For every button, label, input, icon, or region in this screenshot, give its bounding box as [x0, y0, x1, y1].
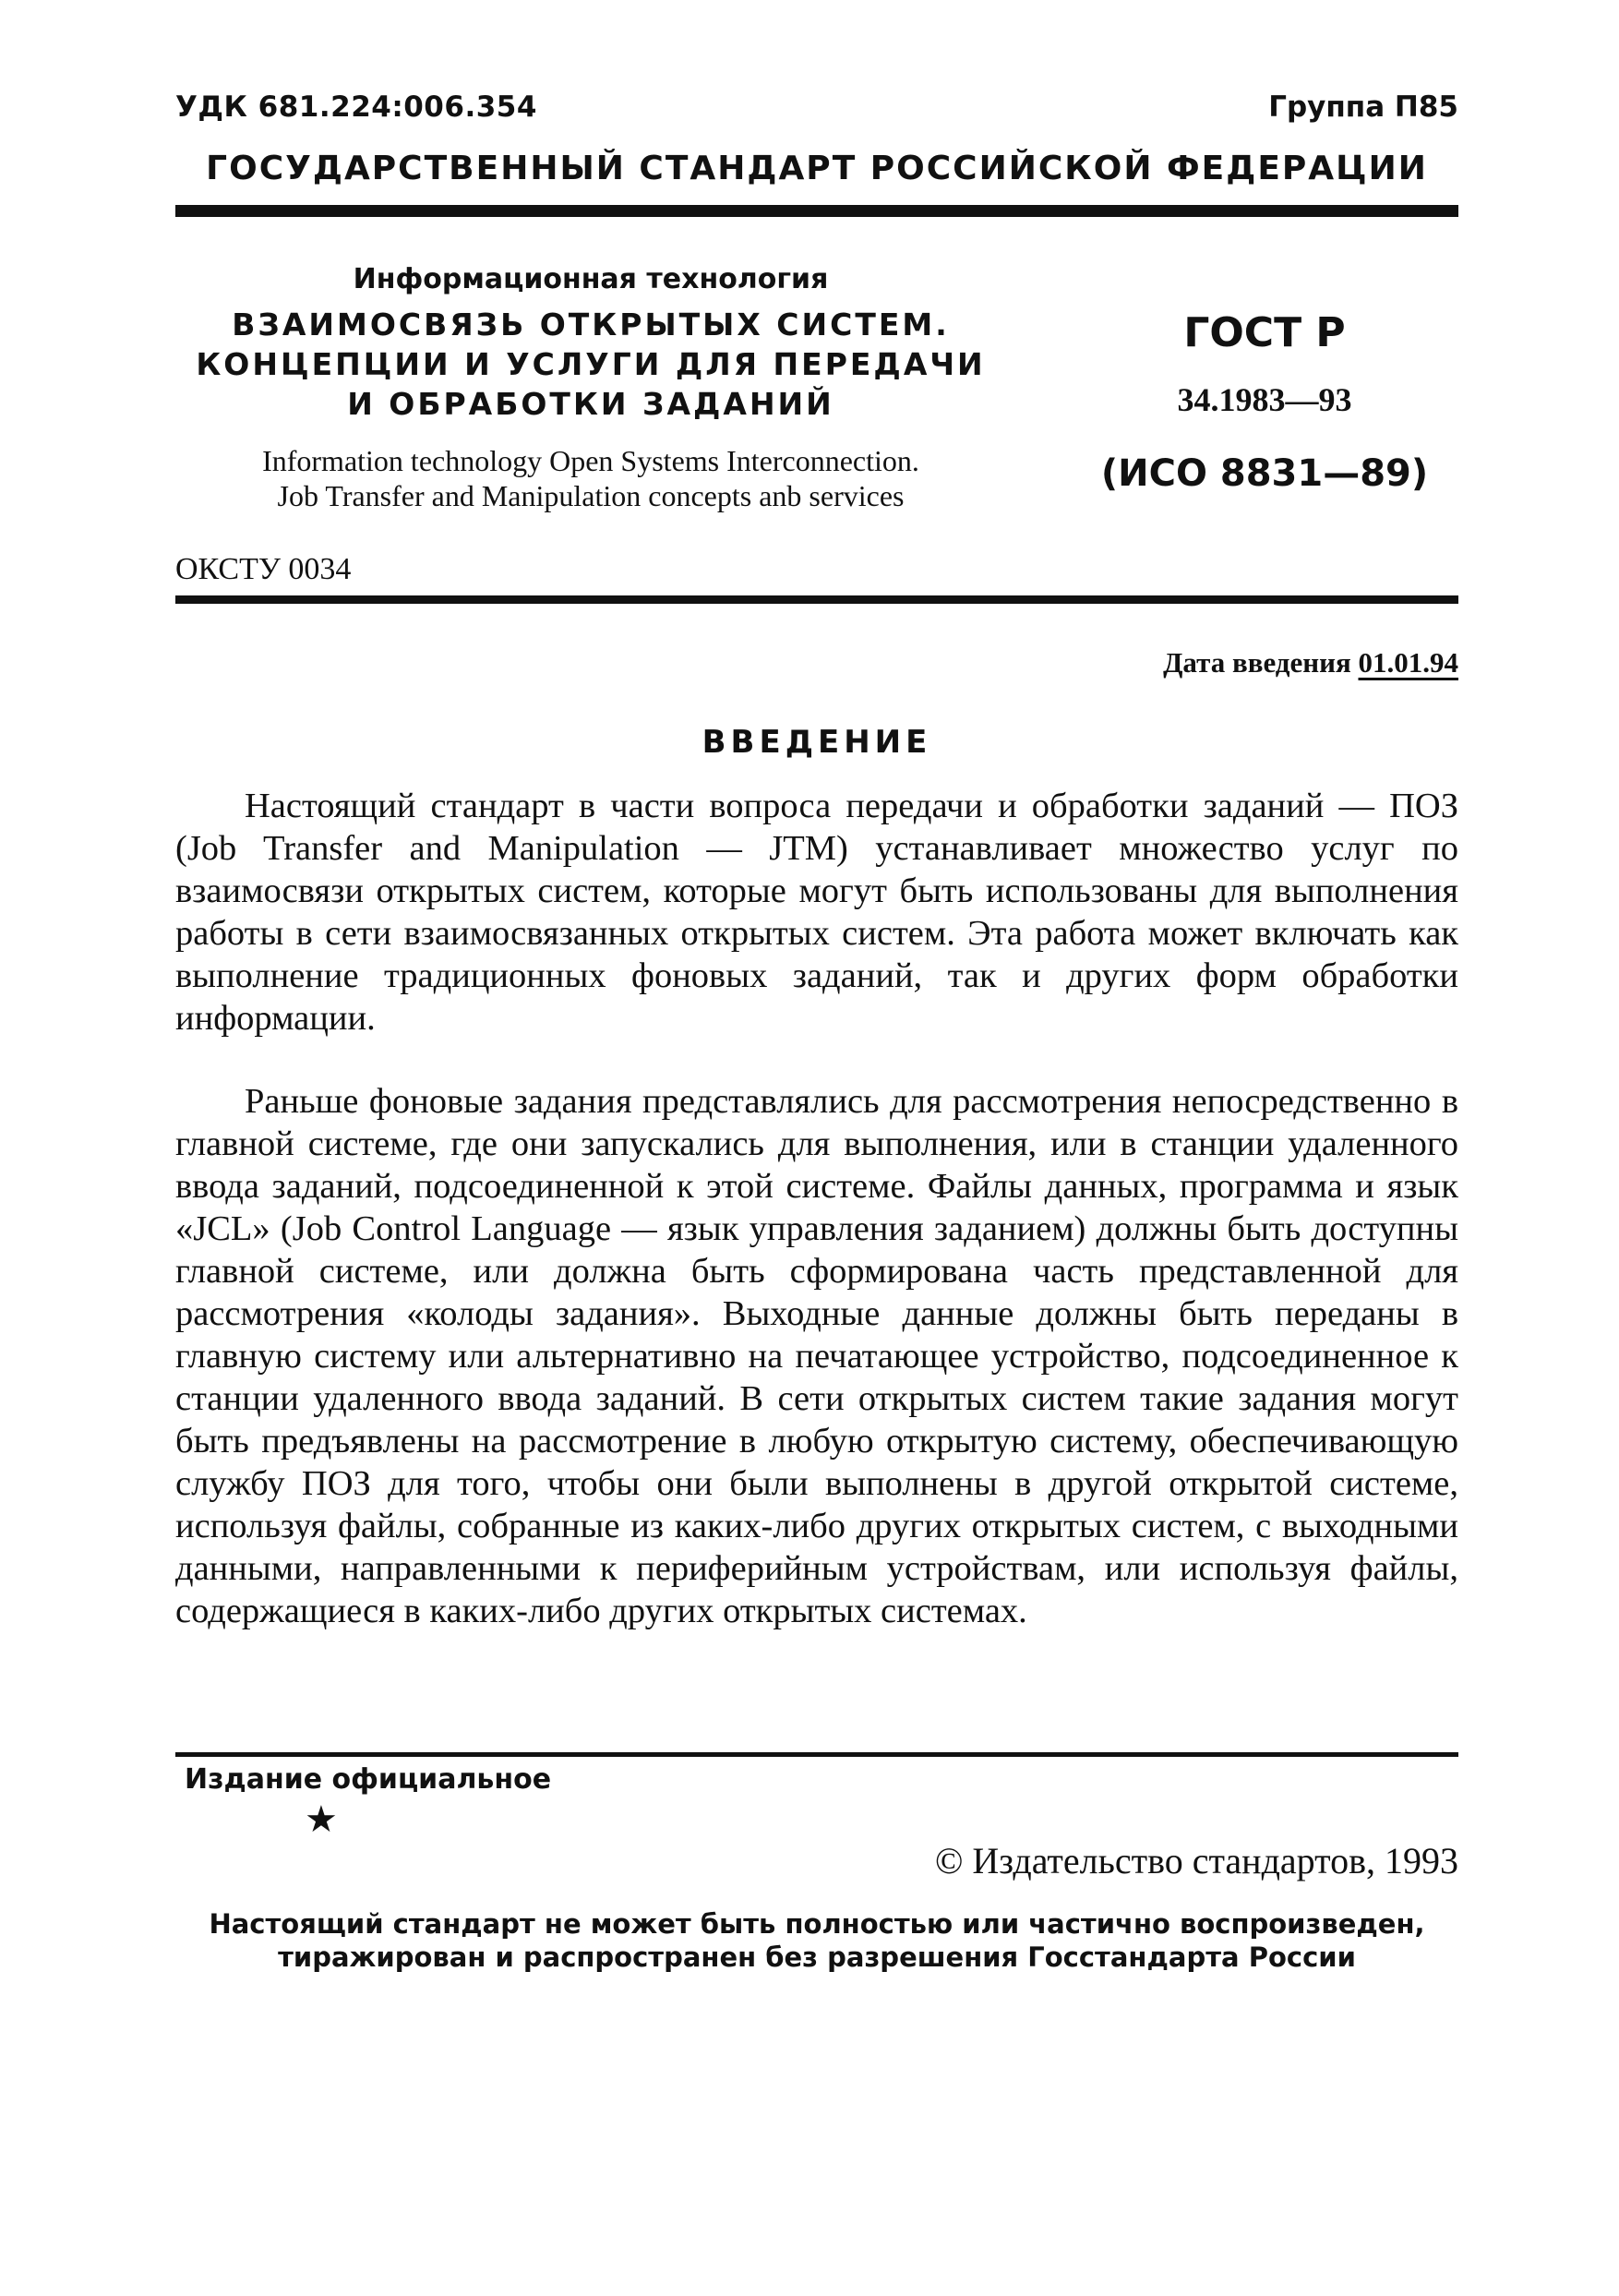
official-edition-label: Издание официальное	[185, 1763, 552, 1796]
english-title	[175, 443, 1006, 513]
russian-title-line: КОНЦЕПЦИИ И УСЛУГИ ДЛЯ ПЕРЕДАЧИ	[196, 346, 986, 382]
body-paragraph: Раньше фоновые задания представлялись для рассмотрения непосредственно в главной системе, где они запускались для выполнения, или в станции удаленного ввода заданий, подсоединенной к этой системе. Файлы данных, программа и язык «JCL» (Job Control Language — язык управления заданием) должны быть доступны главной системе, или должна быть сформирована часть представленной для рассмотрения «колоды задания». Выходные данные должны быть переданы в главную систему или альтернативно на печатающее устройство, подсоединенное к станции удаленного ввода заданий. В сети открытых систем такие задания могут быть предъявлены на рассмотрение в любую открытую систему, обеспечивающую службу ПОЗ для того, чтобы они были выполнены в другой открытой системе, используя файлы, собранные из каких-либо других открытых систем, с выходными данными, направленными к периферийным устройствам, или используя файлы, содержащиеся в каких-либо других открытых системах.	[175, 1082, 1458, 1630]
section-heading: ВВЕДЕНИЕ	[702, 724, 932, 761]
footer-rule-divider	[175, 1752, 1458, 1757]
introduction-date-label: Дата введения	[1163, 646, 1351, 679]
copyright-line: © Издательство стандартов, 1993	[934, 1840, 1458, 1881]
reproduction-notice-line: тиражирован и распространен без разрешения Госстандарта России	[278, 1941, 1356, 1973]
introduction-date	[1163, 646, 1458, 679]
gost-number: 34.1983—93	[1177, 381, 1352, 418]
udk-code: УДК 681.224:006.354	[175, 90, 537, 124]
iso-reference: (ИСО 8831—89)	[1100, 452, 1429, 495]
star-icon: ★	[305, 1798, 338, 1841]
state-standard-heading: ГОСУДАРСТВЕННЫЙ СТАНДАРТ РОССИЙСКОЙ ФЕДЕРАЦИИ	[206, 150, 1428, 187]
english-title-line: Job Transfer and Manipulation concepts anb services	[277, 479, 905, 512]
english-title-line: Information technology Open Systems Interconnection.	[262, 444, 919, 477]
reproduction-notice	[175, 1907, 1458, 1974]
russian-title-line: ВЗАИМОСВЯЗЬ ОТКРЫТЫХ СИСТЕМ.	[232, 307, 950, 343]
reproduction-notice-line: Настоящий стандарт не может быть полностью или частично воспроизведен,	[209, 1908, 1425, 1940]
subject-title: Информационная технология	[353, 263, 829, 295]
russian-title	[175, 305, 1006, 424]
top-rule-divider	[175, 205, 1458, 217]
oksty-code: ОКСТУ 0034	[175, 552, 352, 586]
introduction-date-value: 01.01.94	[1358, 646, 1458, 679]
middle-rule-divider	[175, 595, 1458, 604]
body-paragraph: Настоящий стандарт в части вопроса передачи и обработки заданий — ПОЗ (Job Transfer and Manipulation — JTM) устанавливает множество услуг по взаимосвязи открытых систем, которые могут быть использованы для выполнения работы в сети взаимосвязанных открытых систем. Эта работа может включать как выполнение традиционных фоновых заданий, так и других форм обработки информации.	[175, 787, 1458, 1038]
group-code: Группа П85	[1268, 90, 1458, 124]
russian-title-line: И ОБРАБОТКИ ЗАДАНИЙ	[347, 386, 834, 422]
gost-label: ГОСТ Р	[1183, 309, 1346, 356]
